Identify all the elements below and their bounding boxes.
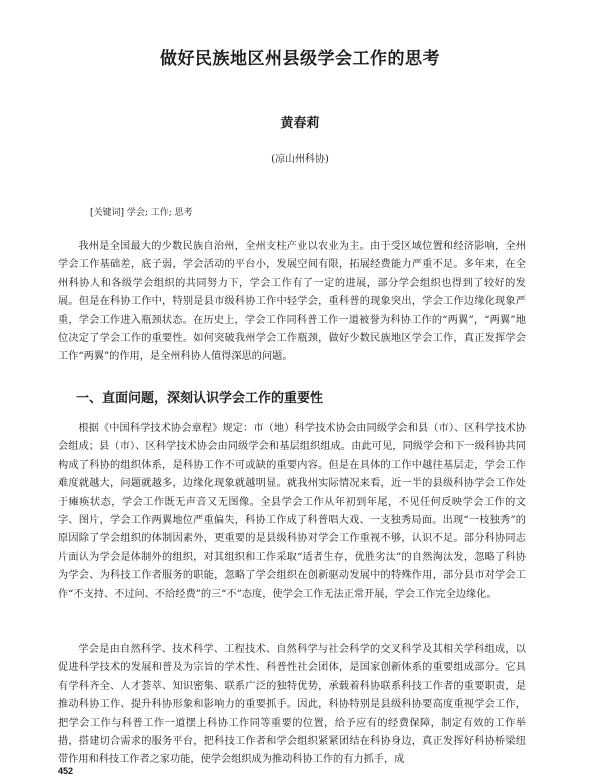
page-number: 452 (58, 766, 74, 776)
body-paragraph: 根据《中国科学技术协会章程》规定：市（地）科学技术协会由同级学会和县（市）、区科学技术协会组成；县（市）、区科学技术协会由同级学会和基层组织组成。由此可见，同级学会和下一级科协共同构成了科协的组织体系，是科协工作不可或缺的重要内容。但是在具体的工作中越往基层走，学会工作难度就越大，问题就越多，边缘化现象就越明显。就我州实际情况来看，近一半的县级科协学会工作处于瘫痪状态，学会工作既无声音又无图像。全县学会工作从年初到年尾，不见任何反映学会工作的文字、图片，学会工作两翼地位严重偏失，科协工作成了科普唱大戏、一支独秀局面。出现“一枝独秀”的原因除了学会组织的体制因素外，更重要的是县级科协对学会工作重视不够，认识不足。部分科协同志片面认为学会是体制外的组织，对其组织和工作采取“适者生存，优胜劣汰”的自然淘汰发，忽略了科协为学会、为科技工作者服务的职能，忽略了学会组织在创新驱动发展中的特殊作用，部分县市对学会工作“不支持、不过问、不给经费”的三“不”态度，使学会工作无法正常开展，学会工作完全边缘化。 (58, 423, 526, 600)
intro-paragraph: 我州是全国最大的少数民族自治州，全州支柱产业以农业为主。由于受区域位置和经济影响，全州学会工作基础差，底子弱，学会活动的平台小，发展空间有限，拓展经费能力严重不足。多年来，在全州科协人和各级学会组织的共同努力下，学会工作有了一定的进展，部分学会组织也得到了较好的发展。但是在科协工作中，特别是县市级科协工作中轻学会，重科普的现象突出，学会工作边缘化现象严重，学会工作进入瓶颈状态。在历史上，学会工作同科普工作一道被誉为科协工作的“两翼”，“两翼”地位决定了学会工作的重要性。如何突破我州学会工作瓶颈，做好少数民族地区学会工作，真正发挥学会工作“两翼”的作用，是全州科协人值得深思的问题。 (58, 241, 526, 363)
article-author: 黄春莉 (280, 116, 320, 131)
section-heading: 一、直面问题，深刻认识学会工作的重要性 (76, 391, 324, 406)
article-title: 做好民族地区州县级学会工作的思考 (160, 49, 440, 69)
author-affiliation: (凉山州科协) (271, 154, 329, 165)
keywords-line: [关键词] 学会; 工作; 思考 (90, 208, 193, 218)
body-paragraph: 学会是由自然科学、技术科学、工程技术、自然科学与社会科学的交叉科学及其相关学科组成，以促进科学技术的发展和普及为宗旨的学术性、科普性社会团体，是国家创新体系的重要组成部分。它具有学科齐全、人才荟萃、知识密集、联系广泛的独特优势，承载着科协联系科技工作者的重要职责，是推动科协工作、提升科协形象和影响力的重要抓手。因此，科协特别是县级科协要高度重视学会工作，把学会工作与科普工作一道摆上科协工作同等重要的位置，给予应有的经费保障，制定有效的工作举措，搭建切合需求的服务平台，把科技工作者和学会组织紧紧团结在科协身边，真正发挥好科协桥梁纽带作用和科技工作者之家功能，使学会组织成为推动科协工作的有力抓手，成 (58, 644, 526, 766)
